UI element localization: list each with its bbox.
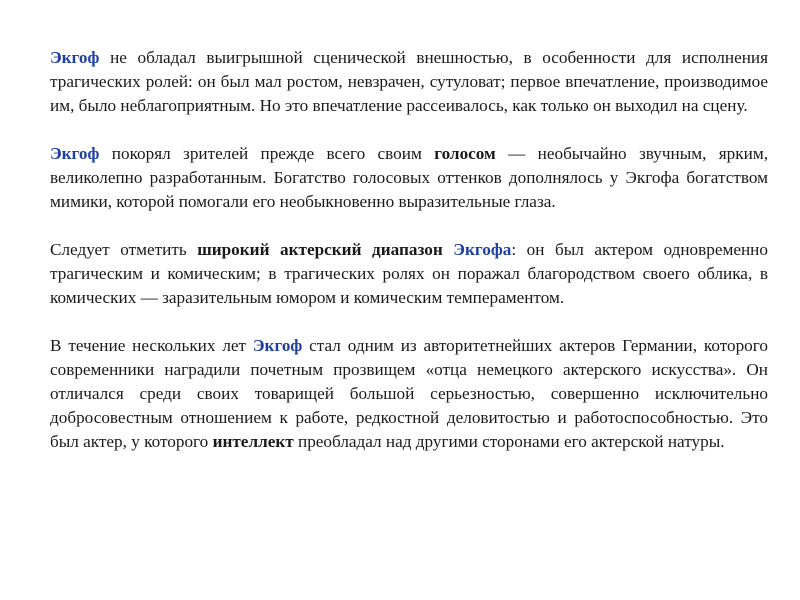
name-highlight: Экгоф [50,48,100,67]
bold-term: интеллект [212,432,294,451]
text-run: — необычайно звучным, ярким, великолепно разработанным. Богатство голосовых оттенков дополнялось у Экгофа богатством мимики, которой помогали его необыкновенно выразительные глаза. [50,144,768,211]
name-highlight: Экгофа [453,240,512,259]
text-run: : он был актером одновременно трагическим и комическим; в трагических ролях он поражал благородством своего облика, в комических — заразительным юмором и комическим темпераментом. [50,240,768,307]
text-run [443,240,454,259]
name-highlight: Экгоф [252,336,303,355]
paragraph-range [50,238,768,310]
paragraph-authority [50,334,768,454]
bold-term: широкий актерский диапазон [197,240,443,259]
name-highlight: Экгоф [50,144,100,163]
bold-term: голосом [434,144,496,163]
text-run: покорял зрителей прежде всего своим [99,144,435,163]
text-content [50,46,768,478]
text-run: преобладал над другими сторонами его актерской натуры. [293,432,725,451]
text-run: Следует отметить [50,240,198,259]
text-run: В течение нескольких лет [50,336,253,355]
paragraph-appearance [50,46,768,118]
text-run: не обладал выигрышной сценической внешностью, в особенности для исполнения трагических ролей: он был мал ростом, невзрачен, сутуловат; первое впечатление, производимое им, было неблагоприятным. Но это впечатление рассеивалось, как только он выходил на сцену. [50,48,768,115]
paragraph-voice [50,142,768,214]
text-run: стал одним из авторитетнейших актеров Германии, которого современники наградили почетным прозвищем «отца немецкого актерского искусства». Он отличался среди своих товарищей большой серьезностью, совершенно исключительно добросовестным отношением к работе, редкостной деловитостью и работоспособностью. Это был актер, у которого [50,336,768,451]
